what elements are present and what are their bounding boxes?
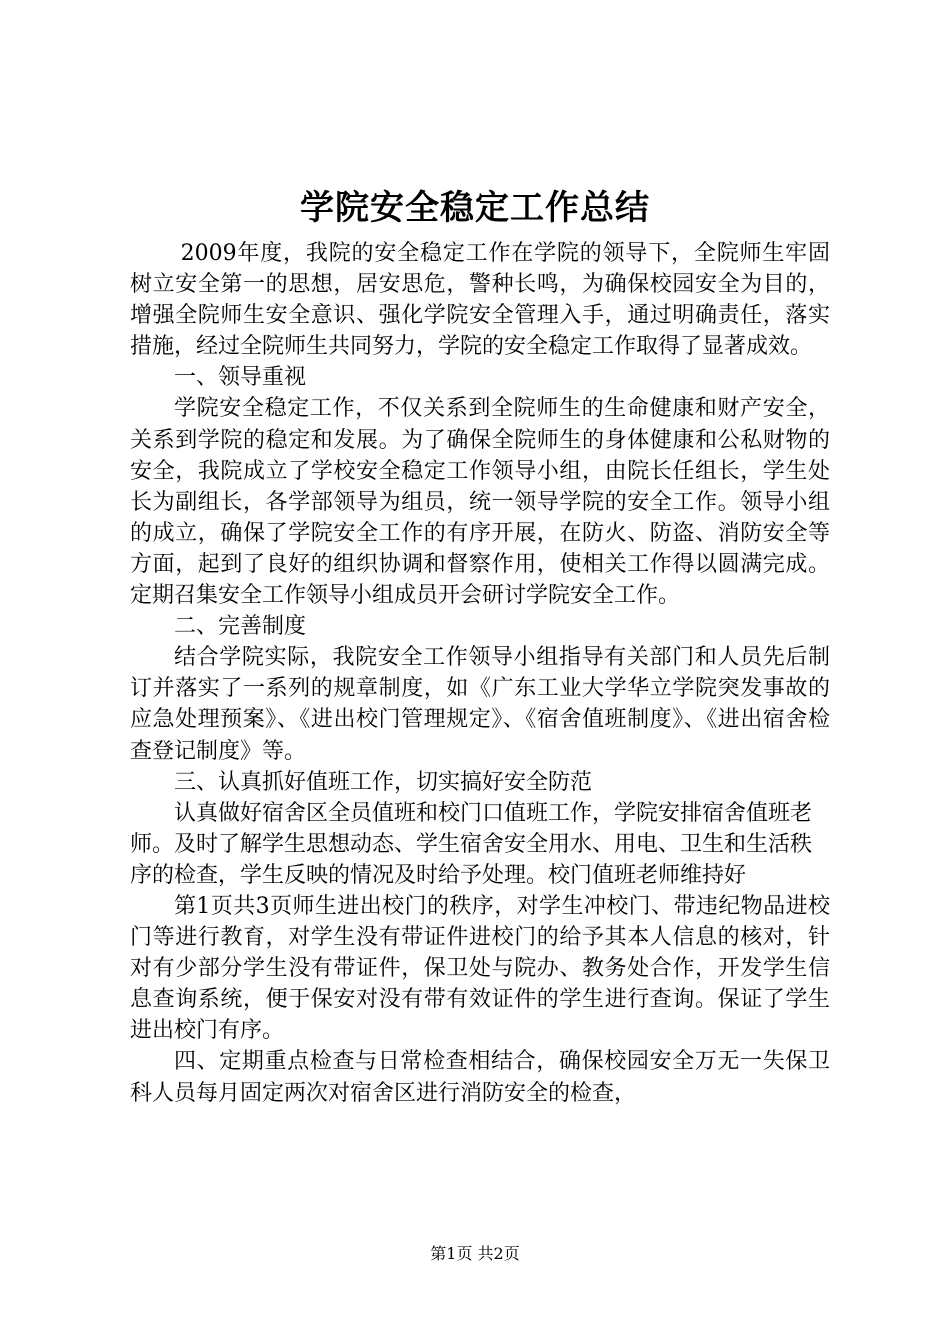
section-heading-3: 三、认真抓好值班工作，切实搞好安全防范 bbox=[174, 769, 593, 795]
document-body bbox=[130, 238, 830, 1109]
paragraph-section-3-continued: 第1页共3页师生进出校门的秩序，对学生冲校门、带违纪物品进校门等进行教育，对学生没有带证件进校门的给予其本人信息的核对，针对有少部分学生没有带证件，保卫处与院办、教务处合作，开发学生信息查询系统，便于保安对没有带有效证件的学生进行查询。保证了学生进出校门有序。 bbox=[130, 893, 830, 1044]
paragraph-section-2: 结合学院实际，我院安全工作领导小组指导有关部门和人员先后制订并落实了一系列的规章制度，如《广东工业大学华立学院突发事故的应急处理预案》、《进出校门管理规定》、《宿舍值班制度》、《进出宿舍检查登记制度》等。 bbox=[130, 645, 830, 764]
section-heading-2: 二、完善制度 bbox=[174, 614, 307, 640]
paragraph-section-3: 认真做好宿舍区全员值班和校门口值班工作，学院安排宿舍值班老师。及时了解学生思想动态、学生宿舍安全用水、用电、卫生和生活秩序的检查，学生反映的情况及时给予处理。校门值班老师维持好 bbox=[130, 800, 813, 888]
section-heading-1: 一、领导重视 bbox=[174, 365, 307, 391]
paragraph-section-1: 学院安全稳定工作，不仅关系到全院师生的生命健康和财产安全，关系到学院的稳定和发展。为了确保全院师生的身体健康和公私财物的安全，我院成立了学校安全稳定工作领导小组，由院长任组长，学生处长为副组长，各学部领导为组员，统一领导学院的安全工作。领导小组的成立，确保了学院安全工作的有序开展，在防火、防盗、消防安全等方面，起到了良好的组织协调和督察作用，使相关工作得以圆满完成。定期召集安全工作领导小组成员开会研讨学院安全工作。 bbox=[130, 396, 830, 609]
paragraph-intro: 2009年度，我院的安全稳定工作在学院的领导下，全院师生牢固树立安全第一的思想，居安思危，警种长鸣，为确保校园安全为目的，增强全院师生安全意识、强化学院安全管理入手，通过明确责任，落实措施，经过全院师生共同努力，学院的安全稳定工作取得了显著成效。 bbox=[130, 241, 830, 360]
paragraph-section-4: 四、定期重点检查与日常检查相结合，确保校园安全万无一失保卫科人员每月固定两次对宿舍区进行消防安全的检查， bbox=[130, 1049, 830, 1106]
page-footer: 第1页 共2页 bbox=[430, 1244, 520, 1263]
document-title: 学院安全稳定工作总结 bbox=[300, 188, 650, 228]
